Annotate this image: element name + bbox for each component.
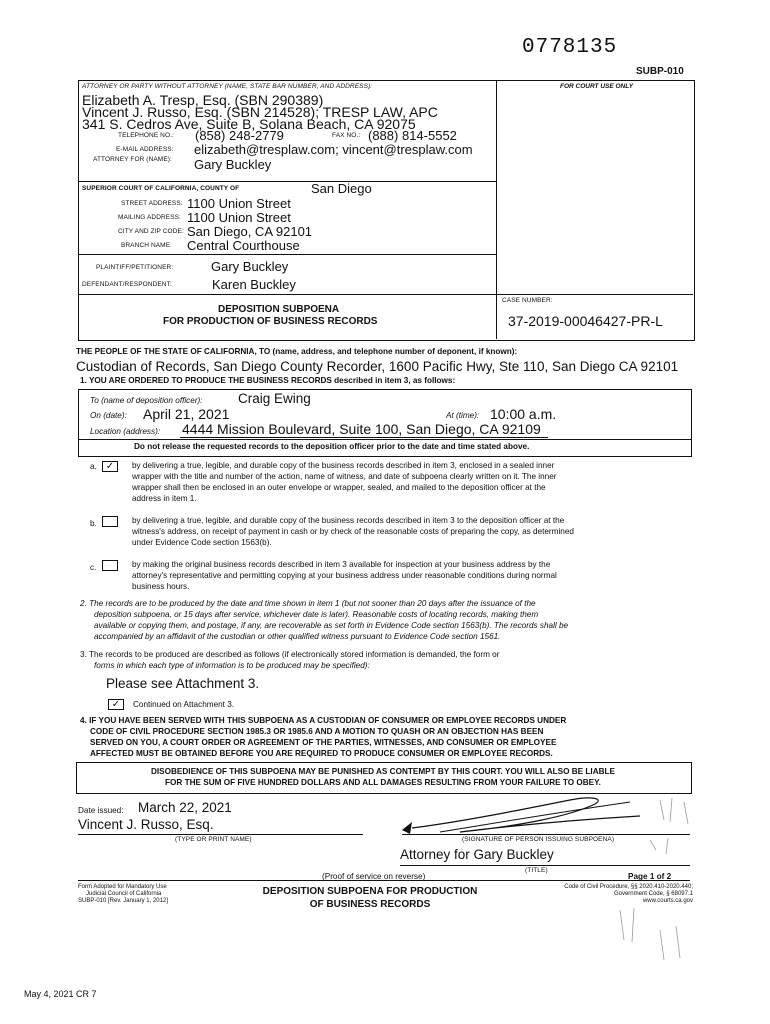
page-number: Page 1 of 2 xyxy=(628,872,672,881)
attorney-line-2: Vincent J. Russo, Esq. (SBN 214528); TRESP LAW, APC xyxy=(82,104,438,120)
signature-label: (SIGNATURE OF PERSON ISSUING SUBPOENA) xyxy=(462,836,615,843)
option-b-letter: b. xyxy=(90,519,97,528)
branch-value: Central Courthouse xyxy=(187,238,300,253)
location-label: Location (address): xyxy=(90,427,161,436)
form-code: SUBP-010 xyxy=(636,66,684,77)
option-a-letter: a. xyxy=(90,462,97,471)
officer-label: To (name of deposition officer): xyxy=(90,396,203,405)
email-label: E-MAIL ADDRESS: xyxy=(116,146,174,153)
date-issued-value: March 22, 2021 xyxy=(138,800,232,815)
option-c-text: by making the original business records described in item 3 available for inspection at your business address by the attorney's representative and permitting copying at your business address under reasonable conditions during normal business hours. xyxy=(132,560,557,591)
plaintiff-label: PLAINTIFF/PETITIONER: xyxy=(96,264,174,271)
attorney-for-label: ATTORNEY FOR (NAME): xyxy=(93,156,172,163)
print-name-label: (TYPE OR PRINT NAME) xyxy=(175,836,252,843)
telephone-label: TELEPHONE NO.: xyxy=(118,132,174,139)
location-value: 4444 Mission Boulevard, Suite 100, San Diego, CA 92109 xyxy=(182,421,541,437)
email-value: elizabeth@tresplaw.com; vincent@tresplaw.com xyxy=(194,142,473,157)
title-value: Attorney for Gary Buckley xyxy=(400,847,554,862)
branch-label: BRANCH NAME: xyxy=(121,242,173,249)
do-not-release: Do not release the requested records to the deposition officer prior to the date and time stated above. xyxy=(134,442,530,451)
fax-value: (888) 814-5552 xyxy=(368,128,457,143)
street-label: STREET ADDRESS: xyxy=(121,200,183,207)
document-number: 0778135 xyxy=(522,36,618,59)
warning-text: DISOBEDIENCE OF THIS SUBPOENA MAY BE PUNISHED AS CONTEMPT BY THIS COURT. YOU WILL ALSO BE LIABLE FOR THE SUM OF FIVE HUNDRED DOLLARS AND ALL DAMAGES RESULTING FROM YOUR FAILURE TO OBEY. xyxy=(150,767,615,787)
fax-label: FAX NO.: xyxy=(332,132,361,139)
option-b-text: by delivering a true, legible, and durable copy of the business records described in item 3 to the deposition officer at the witness's address, on receipt of payment in cash or by check of the reasonable costs of preparing the copy, as determined under Evidence Code section 1563(b). xyxy=(132,516,574,547)
title-label: (TITLE) xyxy=(525,867,548,874)
proof-of-service: (Proof of service on reverse) xyxy=(322,872,426,881)
option-c-checkbox[interactable] xyxy=(102,560,118,571)
attachment-reference: Please see Attachment 3. xyxy=(106,676,260,691)
continued-checkbox[interactable]: ✓ xyxy=(108,699,124,710)
continued-label: Continued on Attachment 3. xyxy=(133,700,235,709)
form-title-line-1: DEPOSITION SUBPOENA xyxy=(218,304,340,315)
telephone-value: (858) 248-2779 xyxy=(195,128,284,143)
item-2: 2. The records are to be produced by the date and time shown in item 1 (but not sooner than 20 days after the issuance of the deposition subpoena, or 15 days after service, whichever date is later). Reasonable costs of locating records, making them available or copying them, and postage, if any, are recoverable as set forth in Evidence Code section 1563(b). The records shall be accompanied by an affidavit of the custodian or other qualified witness pursuant to Evidence Code section 1561. xyxy=(80,599,569,641)
court-label: SUPERIOR COURT OF CALIFORNIA, COUNTY OF xyxy=(82,185,240,192)
officer-value: Craig Ewing xyxy=(238,391,311,406)
city-label: CITY AND ZIP CODE: xyxy=(118,228,184,235)
date-value: April 21, 2021 xyxy=(143,406,230,422)
mailing-label: MAILING ADDRESS: xyxy=(118,214,182,221)
deponent: Custodian of Records, San Diego County Recorder, 1600 Pacific Hwy, Ste 110, San Diego CA 92101 xyxy=(76,359,679,374)
issuer-name: Vincent J. Russo, Esq. xyxy=(78,817,214,832)
defendant-value: Karen Buckley xyxy=(212,277,296,292)
form-title-line-2: FOR PRODUCTION OF BUSINESS RECORDS xyxy=(163,316,378,327)
case-number: 37-2019-00046427-PR-L xyxy=(508,313,663,329)
item-1: 1. YOU ARE ORDERED TO PRODUCE THE BUSINESS RECORDS described in item 3, as follows: xyxy=(80,376,456,385)
attorney-line-3: 341 S. Cedros Ave, Suite B, Solana Beach, CA 92075 xyxy=(82,116,416,132)
mailing-value: 1100 Union Street xyxy=(187,210,291,225)
option-b-checkbox[interactable] xyxy=(102,516,118,527)
footer-right: Code of Civil Procedure, §§ 2020.410-2020.440; Government Code, § 68097.1 www.courts.ca.gov xyxy=(564,884,693,904)
received-stamp xyxy=(600,790,710,970)
street-value: 1100 Union Street xyxy=(187,196,291,211)
option-a-checkbox[interactable]: ✓ xyxy=(102,461,118,472)
footer-title: DEPOSITION SUBPOENA FOR PRODUCTION OF BUSINESS RECORDS xyxy=(262,886,478,910)
people-line: THE PEOPLE OF THE STATE OF CALIFORNIA, TO (name, address, and telephone number of deponent, if known): xyxy=(76,347,518,356)
date-label: On (date): xyxy=(90,411,127,420)
date-issued-label: Date issued: xyxy=(78,806,124,815)
option-c-letter: c. xyxy=(90,563,97,572)
option-a-text: by delivering a true, legible, and durable copy of the business records described in item 3, enclosed in a sealed inner wrapper with the title and number of the action, name of witness, and date of subpoena clearly written on it. The inner wrapper shall then be enclosed in an outer envelope or wrapper, sealed, and mailed to the deposition officer at the address in item 1. xyxy=(132,461,557,503)
attorney-line-1: Elizabeth A. Tresp, Esq. (SBN 290389) xyxy=(82,92,324,108)
case-number-label: CASE NUMBER: xyxy=(502,297,553,304)
defendant-label: DEFENDANT/RESPONDENT: xyxy=(82,281,172,288)
city-value: San Diego, CA 92101 xyxy=(187,224,313,239)
attorney-label: ATTORNEY OR PARTY WITHOUT ATTORNEY (NAME, STATE BAR NUMBER, AND ADDRESS): xyxy=(82,83,373,90)
bottom-note: May 4, 2021 CR 7 xyxy=(24,989,97,999)
attorney-for-value: Gary Buckley xyxy=(194,157,272,172)
plaintiff-value: Gary Buckley xyxy=(211,259,289,274)
court-county: San Diego xyxy=(311,181,372,196)
time-value: 10:00 a.m. xyxy=(490,406,557,422)
footer-left: Form Adopted for Mandatory Use Judicial Council of California SUBP-010 [Rev. January 1, 2012] xyxy=(78,884,168,904)
court-use-label: FOR COURT USE ONLY xyxy=(560,83,634,90)
time-label: At (time): xyxy=(446,411,480,420)
item-4: 4. IF YOU HAVE BEEN SERVED WITH THIS SUBPOENA AS A CUSTODIAN OF CONSUMER OR EMPLOYEE RECORDS UNDER CODE OF CIVIL PROCEDURE SECTION 1985.3 OR 1985.6 AND A MOTION TO QUASH OR AN OBJECTION HAS BEEN SERVED ON YOU, A COURT ORDER OR AGREEMENT OF THE PARTIES, WITNESSES, AND CONSUMER OR EMPLOYEE AFFECTED MUST BE OBTAINED BEFORE YOU ARE REQUIRED TO PRODUCE CONSUMER OR EMPLOYEE RECORDS. xyxy=(80,716,567,758)
item-3: 3. The records to be produced are described as follows (if electronically stored information is demanded, the form or forms in which each type of information is to be produced may be specified): xyxy=(80,650,500,670)
